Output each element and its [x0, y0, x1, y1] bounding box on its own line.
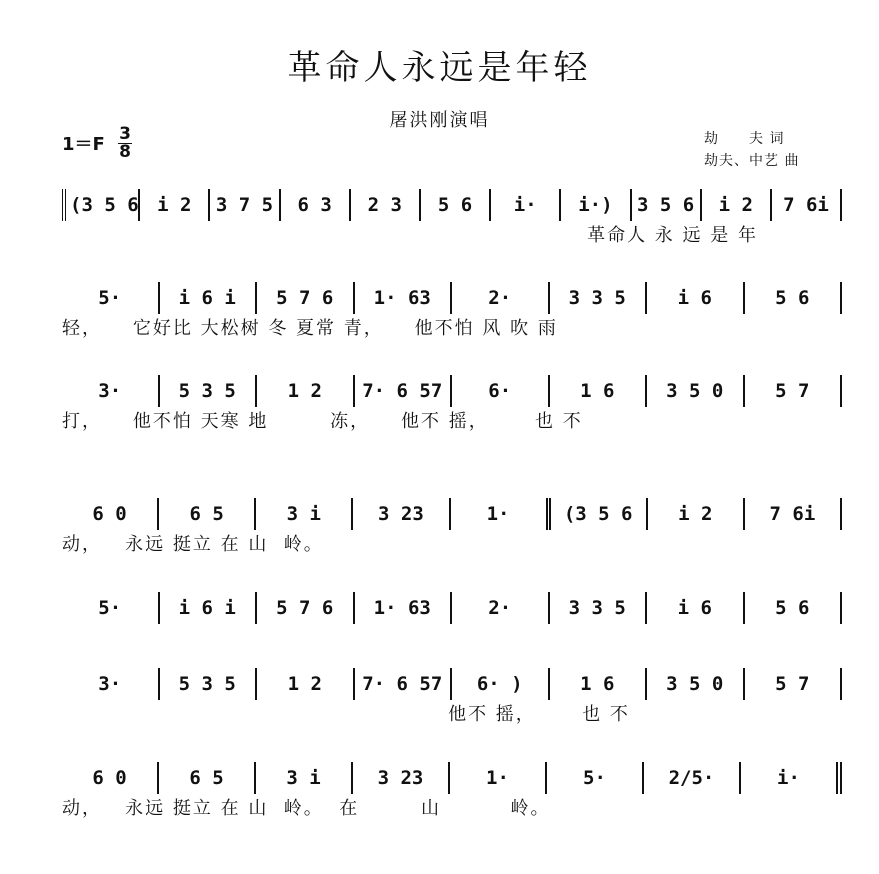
score-line — [0, 278, 879, 358]
time-signature — [117, 126, 133, 161]
measure: 5 7 6 — [257, 592, 355, 624]
lyrics-text: 动， 永远 挺立 在 山 岭。 在 山 岭。 — [62, 798, 551, 819]
lyrics-line — [62, 314, 842, 342]
measure: 3 7 5 — [210, 189, 280, 221]
melody-staff — [62, 371, 842, 411]
measure: 6· ) — [452, 668, 550, 700]
measure: 1· — [450, 762, 547, 794]
measure: 5 7 6 — [257, 282, 355, 314]
measure: 5 3 5 — [160, 668, 258, 700]
composer-credit: 劫夫、中艺 曲 — [704, 153, 800, 169]
measure: i 6 — [647, 592, 745, 624]
melody-staff — [62, 278, 842, 318]
measure: 3 5 0 — [647, 668, 745, 700]
measure: i 2 — [648, 498, 745, 530]
measure: 3 5 0 — [647, 375, 745, 407]
melody-staff — [62, 494, 842, 534]
measure: i 2 — [702, 189, 772, 221]
score-line — [0, 185, 879, 265]
measure: 2· — [452, 282, 550, 314]
measure: i·) — [561, 189, 631, 221]
measure: i 6 — [647, 282, 745, 314]
measure: 3 i — [256, 762, 353, 794]
measure: i· — [491, 189, 561, 221]
measure: 5 7 — [745, 375, 843, 407]
measure: 1 6 — [550, 668, 648, 700]
measure: 7· 6 57 — [355, 668, 453, 700]
measure: 6· — [452, 375, 550, 407]
measure: 3 3 5 — [550, 592, 648, 624]
lyrics-text: 动， 永远 挺立 在 山 岭。 — [62, 534, 324, 555]
lyrics-line — [62, 794, 842, 822]
measure: 6 0 — [62, 498, 159, 530]
melody-staff — [62, 588, 842, 628]
measure: 1 6 — [550, 375, 648, 407]
measure: 6 3 — [281, 189, 351, 221]
measure: i 6 i — [160, 282, 258, 314]
melody-staff — [62, 664, 842, 704]
key-signature — [62, 124, 131, 162]
melody-staff — [62, 758, 842, 798]
measure: 1· — [451, 498, 551, 530]
score-line — [0, 371, 879, 451]
measure: 1· 63 — [355, 282, 453, 314]
lyrics-text: 轻， 它好比 大松树 冬 夏常 青， 他不怕 风 吹 雨 — [62, 318, 558, 339]
time-signature-top: 3 — [119, 124, 131, 144]
lyricist-credit: 劫 夫 词 — [704, 131, 785, 147]
measure: 5 6 — [745, 282, 843, 314]
song-title: 革命人永远是年轻 — [287, 48, 592, 88]
measure: 6 5 — [159, 762, 256, 794]
score-line — [0, 588, 879, 668]
measure: (3 5 6 — [551, 498, 648, 530]
lyrics-text: 革命人 永 远 是 年 — [62, 225, 758, 246]
lyrics-line — [62, 700, 842, 728]
measure: 5 7 — [745, 668, 843, 700]
score-line — [0, 758, 879, 838]
measure: 6 5 — [159, 498, 256, 530]
measure: i 2 — [140, 189, 210, 221]
lyrics-line — [62, 530, 842, 558]
measure: 2 3 — [351, 189, 421, 221]
measure: 5· — [547, 762, 644, 794]
measure: 1· 63 — [355, 592, 453, 624]
lyrics-line — [62, 221, 842, 249]
score-line — [0, 494, 879, 574]
measure: 3 3 5 — [550, 282, 648, 314]
measure: 3 23 — [353, 498, 450, 530]
measure: 1 2 — [257, 375, 355, 407]
measure: 2· — [452, 592, 550, 624]
measure: 6 0 — [62, 762, 159, 794]
measure: (3 5 6 — [62, 189, 140, 221]
measure: 3 5 6 — [632, 189, 702, 221]
measure: 1 2 — [257, 668, 355, 700]
lyrics-line — [62, 407, 842, 435]
time-signature-bottom: 8 — [119, 142, 131, 162]
measure: 5 6 — [421, 189, 491, 221]
measure: 3 23 — [353, 762, 450, 794]
lyrics-line — [62, 624, 842, 652]
measure: i· — [741, 762, 842, 794]
measure: 7 6i — [745, 498, 842, 530]
measure: 7 6i — [772, 189, 842, 221]
measure: 3 i — [256, 498, 353, 530]
score-line — [0, 664, 879, 744]
lyrics-text: 打， 他不怕 天寒 地 冻， 他不 摇， 也 不 — [62, 411, 583, 432]
measure: 3· — [62, 375, 160, 407]
key-label: 1＝F — [62, 134, 105, 155]
measure: 5 3 5 — [160, 375, 258, 407]
melody-staff — [62, 185, 842, 225]
singer-credit: 屠洪刚演唱 — [389, 110, 490, 131]
measure: 5· — [62, 282, 160, 314]
measure: 3· — [62, 668, 160, 700]
measure: 2/5· — [644, 762, 741, 794]
measure: 5 6 — [745, 592, 843, 624]
measure: i 6 i — [160, 592, 258, 624]
measure: 5· — [62, 592, 160, 624]
lyrics-text: 他不 摇， 也 不 — [62, 704, 630, 725]
measure: 7· 6 57 — [355, 375, 453, 407]
